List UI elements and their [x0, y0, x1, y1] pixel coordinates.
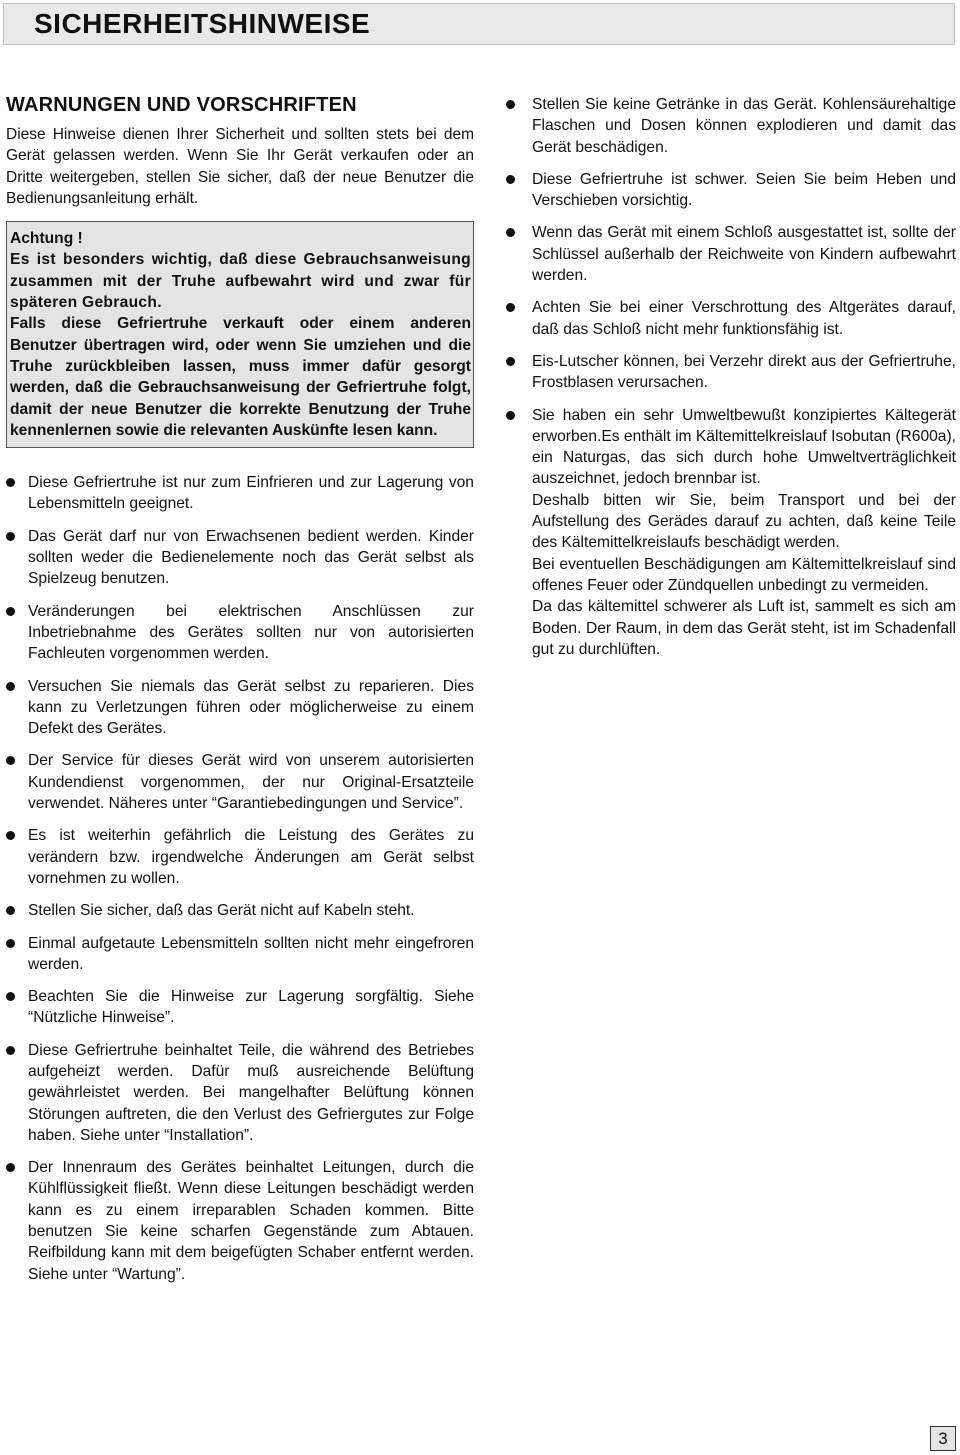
bullet-icon	[6, 682, 15, 691]
list-item: Eis-Lutscher können, bei Verzehr direkt aus der Gefriertruhe, Frostblasen verursachen.	[506, 351, 956, 394]
left-bullet-list	[6, 472, 474, 1285]
refrigerant-paragraph-4: Da das kältemittel schwerer als Luft ist, sammelt es sich am Boden. Der Raum, in dem das Gerät steht, ist im Schadenfall gut zu durchlüften.	[532, 598, 956, 658]
bullet-icon	[6, 756, 15, 765]
bullet-icon	[506, 303, 515, 312]
bullet-icon	[506, 411, 515, 420]
section-heading: WARNUNGEN UND VORSCHRIFTEN	[6, 94, 357, 116]
bullet-icon	[6, 906, 15, 915]
right-bullet-list	[506, 94, 956, 660]
list-item: Es ist weiterhin gefährlich die Leistung des Gerätes zu verändern bzw. irgendwelche Änderungen am Gerät selbst vornehmen zu wollen.	[6, 825, 474, 889]
warning-paragraph-2: Falls diese Gefriertruhe verkauft oder einem anderen Benutzer übertragen wird, oder wenn Sie umziehen und die Truhe zurückbleiben lassen, muss immer dafür gesorgt werden, daß die Gebrauchsanweisung der Gefriertruhe folgt, damit der neue Benutzer die korrekte Benutzung der Truhe kennenlernen sowie die relevanten Auskünfte lesen kann.	[10, 315, 471, 439]
bullet-icon	[6, 831, 15, 840]
list-item: Einmal aufgetaute Lebensmitteln sollten nicht mehr eingefroren werden.	[6, 933, 474, 976]
warning-paragraph-1: Es ist besonders wichtig, daß diese Gebrauchsanweisung zusammen mit der Truhe aufbewahrt wird und zwar für späteren Gebrauch.	[10, 251, 471, 312]
list-item: Diese Gefriertruhe ist nur zum Einfrieren und zur Lagerung von Lebensmitteln geeignet.	[6, 472, 474, 515]
bullet-icon	[6, 478, 15, 487]
list-item: Achten Sie bei einer Verschrottung des Altgerätes darauf, daß das Schloß nicht mehr funktionsfähig ist.	[506, 297, 956, 340]
warning-title: Achtung !	[10, 230, 83, 248]
bullet-icon	[6, 532, 15, 541]
list-item: Stellen Sie sicher, daß das Gerät nicht auf Kabeln steht.	[6, 900, 474, 921]
list-item: Versuchen Sie niemals das Gerät selbst zu reparieren. Dies kann zu Verletzungen führen oder möglicherweise zu einem Defekt des Gerätes.	[6, 676, 474, 740]
page-title: SICHERHEITSHINWEISE	[34, 8, 371, 39]
left-column	[6, 94, 474, 1296]
list-item: Der Service für dieses Gerät wird von unserem autorisierten Kundendienst vorgenommen, der nur Original-Ersatzteile verwendet. Näheres unter “Garantiebedingungen und Service”.	[6, 750, 474, 814]
right-column	[506, 94, 956, 671]
bullet-icon	[506, 175, 515, 184]
bullet-icon	[6, 1163, 15, 1172]
bullet-icon	[506, 228, 515, 237]
list-item: Wenn das Gerät mit einem Schloß ausgestattet ist, sollte der Schlüssel außerhalb der Reichweite von Kindern aufbewahrt werden.	[506, 222, 956, 286]
list-item-refrigerant	[506, 405, 956, 661]
bullet-icon	[6, 939, 15, 948]
bullet-icon	[506, 100, 515, 109]
bullet-icon	[6, 992, 15, 1001]
list-item: Veränderungen bei elektrischen Anschlüssen zur Inbetriebnahme des Gerätes sollten nur von autorisierten Fachleuten vorgenommen werden.	[6, 601, 474, 665]
page-header	[3, 3, 955, 45]
list-item: Beachten Sie die Hinweise zur Lagerung sorgfältig. Siehe “Nützliche Hinweise”.	[6, 986, 474, 1029]
list-item: Diese Gefriertruhe beinhaltet Teile, die während des Betriebes aufgeheizt werden. Dafür muß ausreichende Belüftung gewährleistet werden. Bei mangelhafter Belüftung können Störungen auftreten, die den Verlust des Gefriergutes zur Folge haben. Siehe unter “Installation”.	[6, 1040, 474, 1146]
list-item: Diese Gefriertruhe ist schwer. Seien Sie beim Heben und Verschieben vorsichtig.	[506, 169, 956, 212]
intro-paragraph: Diese Hinweise dienen Ihrer Sicherheit und sollten stets bei dem Gerät gelassen werden. Wenn Sie Ihr Gerät verkaufen oder an Dritte weitergeben, stellen Sie sicher, daß der neue Benutzer die Bedienungsanleitung erhält.	[6, 126, 474, 207]
list-item: Der Innenraum des Gerätes beinhaltet Leitungen, durch die Kühlflüssigkeit fließt. Wenn diese Leitungen beschädigt werden kann es zu einem irreparablen Schaden kommen. Bitte benutzen Sie keine scharfen Gegenstände zum Abtauen. Reifbildung kann mit dem beigefügten Schaber entfernt werden. Siehe unter “Wartung”.	[6, 1157, 474, 1285]
refrigerant-paragraph-2: Deshalb bitten wir Sie, beim Transport und bei der Aufstellung des Gerädes darauf zu achten, daß keine Teile des Kältemittelkreislaufs beschädigt werden.	[532, 491, 956, 552]
list-item: Stellen Sie keine Getränke in das Gerät. Kohlensäurehaltige Flaschen und Dosen können explodieren und damit das Gerät beschädigen.	[506, 94, 956, 158]
warning-box	[6, 221, 474, 448]
refrigerant-paragraph-3: Bei eventuellen Beschädigungen am Kältemittelkreislauf sind offenes Feuer oder Zündquellen unbedingt zu vermeiden.	[532, 555, 956, 594]
bullet-icon	[506, 357, 515, 366]
bullet-icon	[6, 607, 15, 616]
bullet-icon	[6, 1046, 15, 1055]
page-number: 3	[930, 1426, 956, 1451]
refrigerant-paragraph-1: Sie haben ein sehr Umweltbewußt konzipiertes Kältegerät erworben.Es enthält im Kältemittelkreislauf Isobutan (R600a), ein Naturgas, das sich durch hohe Umweltverträglichkeit auszeichnet, jedoch brennbar ist.	[532, 406, 956, 488]
list-item: Das Gerät darf nur von Erwachsenen bedient werden. Kinder sollten weder die Bedienelemente noch das Gerät selbst als Spielzeug benutzen.	[6, 526, 474, 590]
